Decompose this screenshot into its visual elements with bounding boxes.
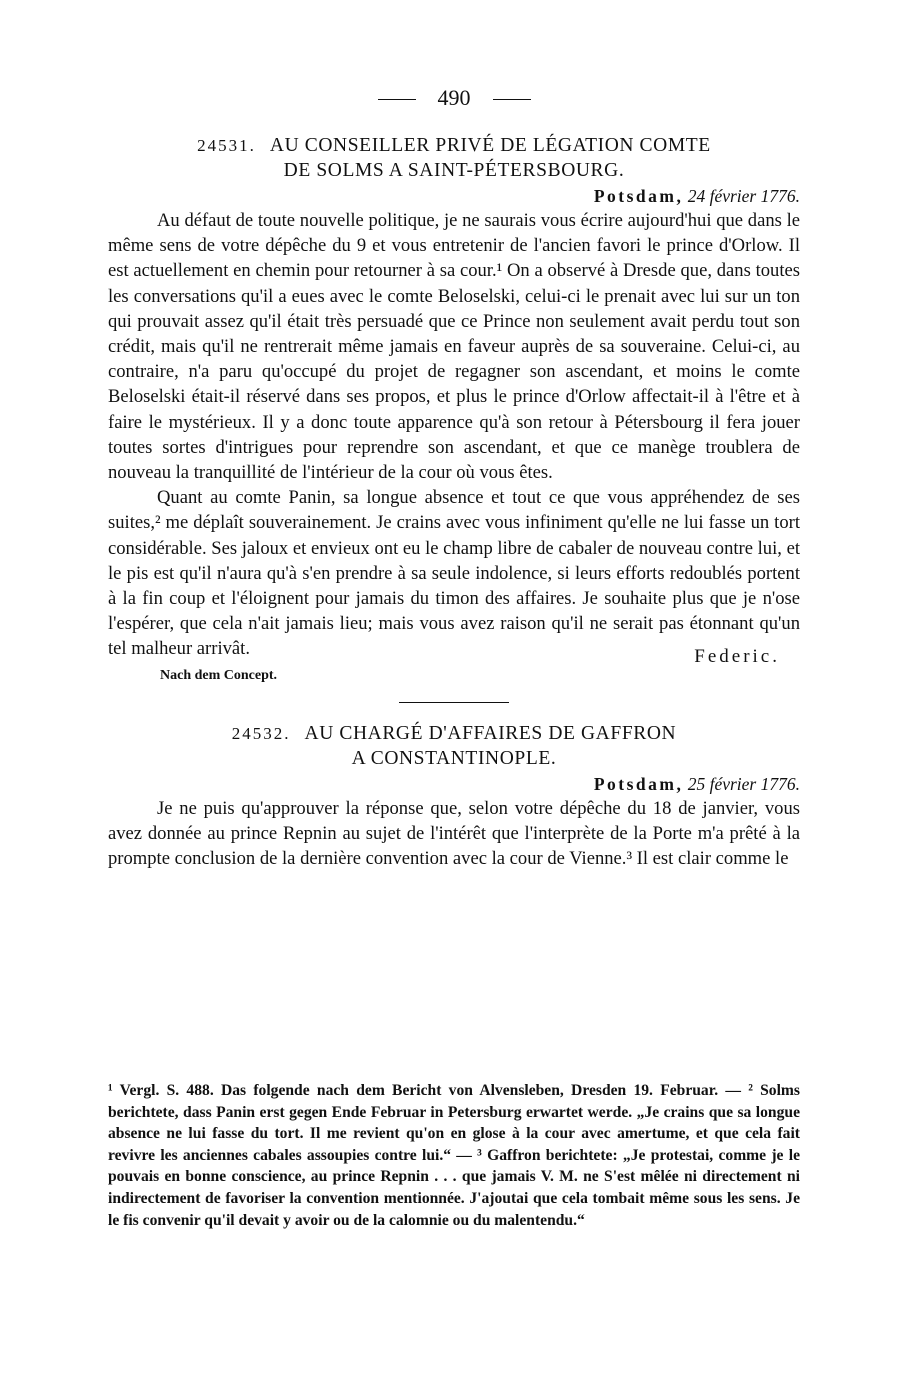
dateline (108, 772, 800, 796)
dateline-place: Potsdam, (593, 773, 684, 794)
letter-title-line1: AU CONSEILLER PRIVÉ DE LÉGATION COMTE (269, 135, 711, 156)
letter-title-line1: AU CHARGÉ D'AFFAIRES DE GAFFRON (304, 722, 677, 744)
dateline-date: 24 février 1776. (687, 186, 800, 206)
letter-heading (108, 721, 800, 771)
heading-line-1 (108, 721, 800, 746)
source-note: Nach dem Concept. (160, 667, 278, 683)
letter-title-line2: DE SOLMS A SAINT-PÉTERSBOURG. (283, 160, 625, 181)
signature-row (108, 645, 800, 688)
dateline (108, 184, 800, 208)
dateline-place: Potsdam, (593, 186, 684, 206)
letter-24531 (108, 133, 800, 703)
section-divider (399, 702, 509, 703)
page-number: 490 (437, 85, 471, 110)
letter-number: 24531. (197, 136, 256, 155)
header-dash-left (378, 99, 416, 100)
letter-paragraph: Quant au comte Panin, sa longue absence et tout ce que vous appréhendez de ses suites,² me déplaît souverainement. Je crains avec vous infiniment qu'elle ne lui fasse un tort considérable. Ses jaloux et envieux ont eu le champ libre de cabaler de nouveau contre lui, et le pis est qu'il n'aura qu'à s'en prendre à sa seule indolence, si leurs efforts redoublés portent à la fin coup et l'éloignent pour jamais du timon des affaires. Je souhaite plus que je n'ose l'espérer, que cela n'ait jamais lieu; mais vous avez raison qu'il ne serait pas étonnant qu'un tel malheur arrivât. (108, 487, 800, 660)
dateline-date: 25 février 1776. (687, 773, 800, 794)
header-dash-right (493, 99, 531, 100)
letter-24532 (108, 721, 800, 872)
letter-paragraph: Au défaut de toute nouvelle politique, je ne saurais vous écrire aujourd'hui que dans le même sens de votre dépêche du 9 et vous entretenir de l'ancien favori le prince d'Orlow. Il est actuellement en chemin pour retourner à sa cour.¹ On a observé à Dresde que, dans toutes les conversations qu'il a eues avec le comte Beloselski, celui-ci le prenait avec lui sur un ton qui prouvait assez qu'il était très persuadé que ce Prince non seulement avait perdu tout son crédit, mais qu'il ne rentrerait même jamais en faveur auprès de sa souveraine. Celui-ci, au contraire, n'a paru qu'occupé du projet de regagner son ascendant, et moins le comte Beloselski était-il réservé dans ses propos, et plus le prince d'Orlow affectait-il à l'être et à faire le mystérieux. Il y a donc toute apparence qu'à son retour à Pétersbourg il fera jouer toutes sortes d'intrigues pour reprendre son ascendant, et que ce manège troublera de nouveau la tranquillité de l'intérieur de la cour où vous êtes. (108, 210, 800, 484)
page-header (108, 85, 800, 115)
heading-line-1 (108, 133, 800, 158)
footnotes: ¹ Vergl. S. 488. Das folgende nach dem Bericht von Alvensleben, Dresden 19. Februar. — ² Solms berichtete, dass Panin erst gegen Ende Februar in Petersburg erwartet werde. „Je crains que sa longue absence ne lui fasse du tort. Il me revient qu'on en glose à la cour avec amertume, et que cela fait revivre les anciennes cabales assoupies contre lui.“ — ³ Gaffron berichtete: „Je protestai, comme je le pouvais en bonne conscience, au prince Repnin . . . que jamais V. M. ne S'est mêlée ni directement ni indirectement de favoriser la convention mentionnée. J'ajoutai que cela tombait même sous les sens. Je le fis convenir qu'il devait y avoir ou de la calomnie ou du malentendu.“ (108, 1082, 800, 1229)
letter-number: 24532. (231, 723, 291, 743)
letter-heading (108, 133, 800, 183)
letter-title-line2: A CONSTANTINOPLE. (351, 747, 557, 769)
signature: Federic. (694, 645, 780, 667)
page-body (108, 85, 800, 871)
letter-paragraph: Je ne puis qu'approuver la réponse que, selon votre dépêche du 18 de janvier, vous avez donnée au prince Repnin au sujet de l'intérêt que l'interprète de la Porte m'a prêté à la prompte conclusion de la dernière convention avec la cour de Vienne.³ Il est clair comme le (108, 797, 800, 870)
